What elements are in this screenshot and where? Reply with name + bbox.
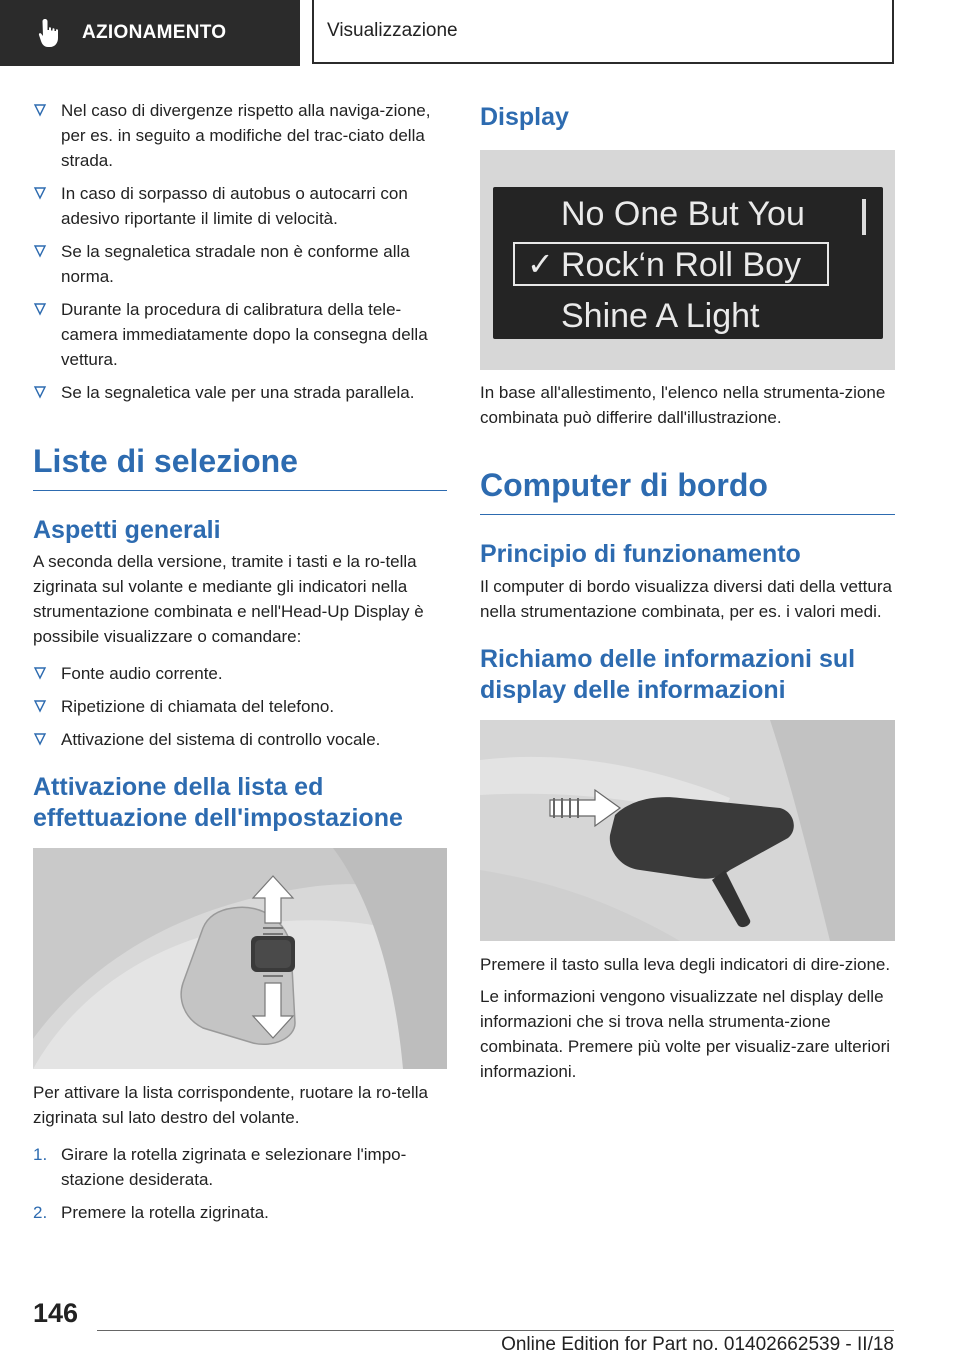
list-item: 1. Girare la rotella zigrinata e selezionare l'impo-stazione desiderata. [33,1142,447,1192]
paragraph-principle: Il computer di bordo visualizza diversi dati della vettura nella strumentazione combinata, per es. i valori medi. [480,577,892,621]
display-item: Rock‘n Roll Boy [561,246,801,284]
bullet-triangle-icon [33,103,47,117]
bullet-triangle-icon [33,699,47,713]
list-item: Se la segnaletica stradale non è conforme alla norma. [33,239,447,289]
bullet-triangle-icon [33,186,47,200]
list-item: In caso di sorpasso di autobus o autocarri con adesivo riportante il limite di velocità. [33,181,447,231]
paragraph-general: A seconda della versione, tramite i tasti e la ro-tella zigrinata sul volante e mediante gli indicatori nella strumentazione combinata e nell'Head-Up Display è possibile visualizzare o comandare: [33,552,424,646]
display-item: No One But You [561,195,805,233]
subsection-title: Visualizzazione [327,20,458,41]
section-title: AZIONAMENTO [82,22,227,43]
steps-list [33,1142,447,1225]
controls-list [33,661,447,752]
left-column [33,98,447,1233]
list-item: Durante la procedura di calibratura della tele-camera immediatamente dopo la consegna della vettura. [33,297,447,372]
steering-wheel-image [33,848,447,1069]
display-item: Shine A Light [561,297,760,335]
footer-divider [97,1330,894,1331]
list-item: Se la segnaletica vale per una strada parallela. [33,380,447,405]
bullet-triangle-icon [33,666,47,680]
right-column [480,98,895,1084]
list-item: Nel caso di divergenze rispetto alla naviga-zione, per es. in seguito a modifiche del trac-ciato della strada. [33,98,447,173]
heading-onboard-computer: Computer di bordo [480,467,895,515]
list-item: Fonte audio corrente. [33,661,447,686]
heading-general: Aspetti generali [33,516,221,544]
list-item: Attivazione del sistema di controllo vocale. [33,727,447,752]
step-number: 1. [33,1145,48,1164]
bullet-triangle-icon [33,385,47,399]
heading-recall: Richiamo delle informazioni sul display delle informazioni [480,645,856,704]
stalk-image [480,720,895,941]
display-image [480,150,895,370]
list-item: 2. Premere la rotella zigrinata. [33,1200,447,1225]
paragraph-activation: Per attivare la lista corrispondente, ruotare la ro-tella zigrinata sul lato destro del volante. [33,1083,428,1127]
heading-display: Display [480,103,569,131]
paragraph-recall-1: Premere il tasto sulla leva degli indicatori di dire-zione. [480,955,891,974]
list-item: Ripetizione di chiamata del telefono. [33,694,447,719]
scroll-indicator [862,199,866,235]
paragraph-recall-2: Le informazioni vengono visualizzate nel display delle informazioni che si trova nella strumenta-zione combinata. Premere più volte per visualiz-zare ulteriori informazioni. [480,987,891,1081]
heading-selection-lists: Liste di selezione [33,443,447,491]
display-screen [493,187,883,339]
bullet-triangle-icon [33,302,47,316]
subsection-tab [312,0,894,64]
bullet-triangle-icon [33,732,47,746]
page-number: 146 [33,1298,79,1328]
conditions-list [33,98,447,405]
bullet-triangle-icon [33,244,47,258]
section-tab [0,0,300,66]
check-icon: ✓ [527,246,554,282]
step-number: 2. [33,1203,48,1222]
footer-edition: Online Edition for Part no. 01402662539 - II/18 [501,1334,894,1355]
heading-activation: Attivazione della lista ed effettuazione dell'impostazione [33,773,403,832]
heading-principle: Principio di funzionamento [480,540,801,568]
hand-pointer-icon [36,17,66,49]
paragraph-display: In base all'allestimento, l'elenco nella strumenta-zione combinata può differire dall'illustrazione. [480,383,886,427]
